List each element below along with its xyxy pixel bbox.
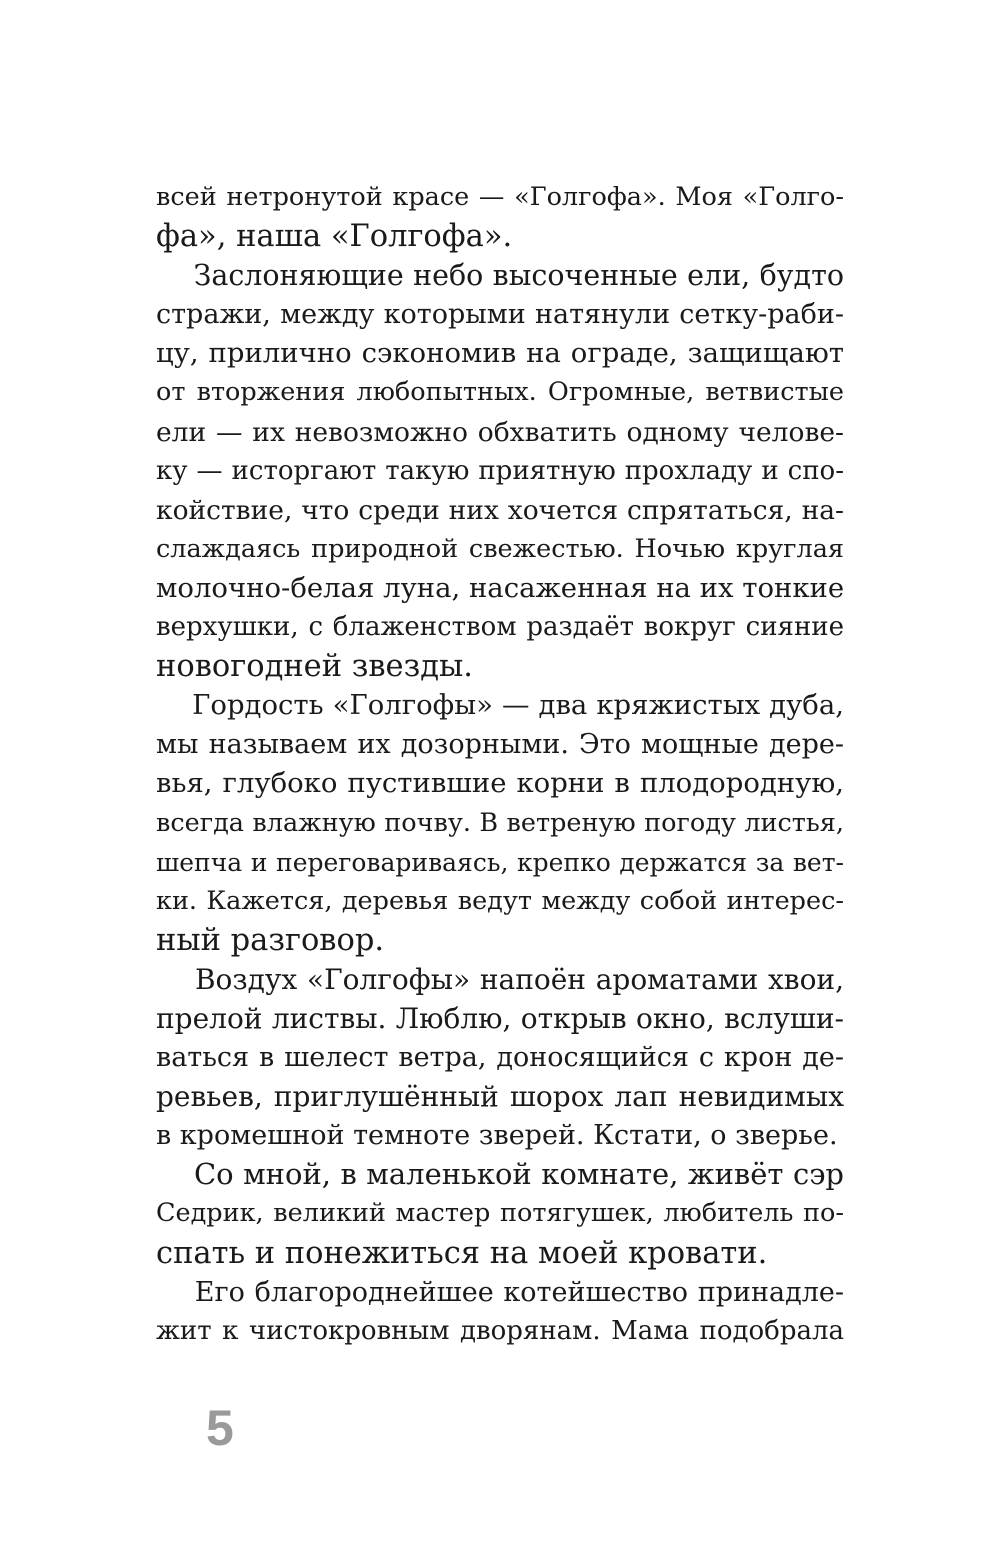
text-line: Гордость «Голгофы» — два кряжистых дуба,	[156, 689, 844, 722]
text-line: цу, прилично сэкономив на ограде, защищают	[156, 337, 844, 370]
text-line: стражи, между которыми натянули сетку-раби-	[156, 299, 844, 331]
text-line: ваться в шелест ветра, доносящийся с крон де-	[156, 1042, 844, 1074]
text-line: от вторжения любопытных. Огромные, ветвистые	[156, 377, 844, 408]
text-line: фа», наша «Голгофа».	[156, 219, 513, 255]
text-line: ели — их невозможно обхватить одному челове-	[156, 416, 844, 448]
text-line: Его благороднейшее котейшество принадле-	[156, 1276, 844, 1308]
page-number: 5	[206, 1400, 234, 1456]
text-line: верхушки, с блаженством раздаёт вокруг сияние	[156, 612, 844, 643]
text-line: шепча и переговариваясь, крепко держатся за вет-	[156, 847, 844, 877]
text-line: молочно-белая луна, насаженная на их тонкие	[156, 571, 845, 604]
text-line: новогодней звезды.	[156, 649, 473, 685]
page-text	[156, 178, 844, 1351]
text-line: слаждаясь природной свежестью. Ночью круглая	[156, 533, 844, 564]
text-line: всегда влажную почву. В ветреную погоду листья,	[156, 807, 844, 838]
text-line: прелой листвы. Люблю, открыв окно, вслуши-	[156, 1001, 844, 1035]
text-line: ревьев, приглушённый шорох лап невидимых	[156, 1080, 844, 1114]
text-line: в кромешной темноте зверей. Кстати, о зверье.	[156, 1120, 838, 1152]
text-line: Со мной, в маленькой комнате, живёт сэр	[156, 1157, 844, 1192]
text-line: вья, глубоко пустившие корни в плодородную,	[156, 767, 844, 800]
text-line: ки. Кажется, деревья ведут между собой интерес-	[156, 885, 844, 916]
text-line: спать и понежиться на моей кровати.	[156, 1235, 768, 1271]
text-line: Седрик, великий мастер потягушек, любитель по-	[156, 1198, 844, 1229]
text-line: жит к чистокровным дворянам. Мама подобрала	[156, 1315, 844, 1346]
text-line: Заслоняющие небо высоченные ели, будто	[156, 259, 844, 293]
text-line: койствие, что среди них хочется спрятаться, на-	[156, 494, 844, 526]
text-line: всей нетронутой красе — «Голгофа». Моя «Голго-	[156, 182, 844, 212]
text-line: Воздух «Голгофы» напоён ароматами хвои,	[156, 962, 844, 996]
text-line: ку — исторгают такую приятную прохладу и спо-	[156, 455, 844, 486]
text-line: мы называем их дозорными. Это мощные дере-	[156, 729, 844, 761]
text-line: ный разговор.	[156, 922, 385, 958]
